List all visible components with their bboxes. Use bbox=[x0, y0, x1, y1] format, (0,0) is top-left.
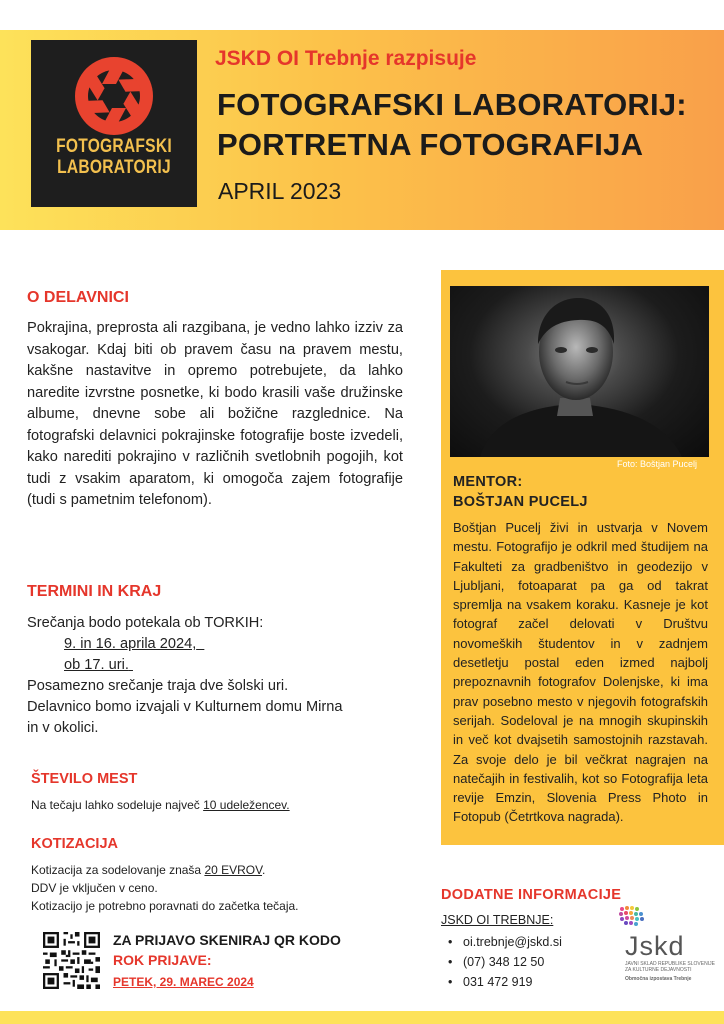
bottom-bar bbox=[0, 1011, 724, 1024]
contact-organization: JSKD OI TREBNJE: bbox=[441, 913, 554, 927]
jskd-wordmark: Jskd bbox=[625, 931, 685, 961]
mentor-name: BOŠTJAN PUCELJ bbox=[453, 494, 588, 510]
schedule-duration: Posamezno srečanje traja dve šolski uri. bbox=[27, 678, 289, 694]
organizer-heading: JSKD OI Trebnje razpisuje bbox=[215, 47, 477, 70]
jskd-subtitle: JAVNI SKLAD REPUBLIKE SLOVENIJE ZA KULTURNE DEJAVNOSTI bbox=[625, 961, 715, 973]
places-count: 10 udeležencev. bbox=[203, 798, 290, 812]
registration-qr-code[interactable] bbox=[43, 932, 100, 989]
deadline-date: PETEK, 29. MAREC 2024 bbox=[113, 975, 254, 989]
title-line-2: PORTRETNA FOTOGRAFIJA bbox=[217, 127, 644, 162]
portrait-silhouette bbox=[450, 286, 709, 457]
mentor-bio: Boštjan Pucelj živi in ustvarja v Novem mestu. Fotografijo je odkril med študijem na Fakulteti za gradbeništvo in geodezijo v Ljubljani, fotoaparat pa ga od takrat spremlja na vsakem koraku. Kasneje je kot fotograf začel delovati v Društvu novomeških študentov in v zadnjem desetletju postal eden izmed najbolj prepoznavnih fotografov Dolenjske, ki ima prav posebno mesto v njegovih fotografskih serijah. Sodeloval je na mnogih skupinskih in več kot dvajsetih samostojnih razstavah. Za svoje delo je bil večkrat nagrajen na natečajih in festivalih, kot so Fotografija leta revije Emzin, Slovenia Press Photo in Fotopub (Četrtkova nagrada). bbox=[453, 520, 708, 825]
mentor-heading bbox=[453, 472, 588, 512]
fee-heading: KOTIZACIJA bbox=[31, 836, 118, 852]
about-heading: O DELAVNICI bbox=[27, 289, 129, 306]
logo-line-1: FOTOGRAFSKI bbox=[56, 136, 172, 157]
schedule-heading: TERMINI IN KRAJ bbox=[27, 583, 162, 600]
event-date: APRIL 2023 bbox=[218, 178, 342, 204]
schedule-block bbox=[27, 613, 417, 739]
camera-aperture-icon bbox=[73, 55, 155, 137]
schedule-line: Srečanja bodo potekala ob TORKIH: bbox=[27, 615, 264, 631]
contact-email-link[interactable]: • oi.trebnje@jskd.si bbox=[448, 932, 562, 952]
jskd-logo bbox=[618, 905, 718, 1015]
contact-heading: DODATNE INFORMACIJE bbox=[441, 887, 622, 903]
places-text: Na tečaju lahko sodeluje največ 10 udeležencev. bbox=[31, 798, 290, 812]
mentor-panel bbox=[441, 270, 724, 845]
fee-vat: DDV je vključen v ceno. bbox=[31, 881, 158, 895]
contact-list bbox=[448, 932, 562, 992]
schedule-dates: 9. in 16. aprila 2024, bbox=[64, 636, 197, 652]
mentor-label: MENTOR: bbox=[453, 474, 523, 490]
jskd-dots-icon bbox=[618, 905, 648, 931]
logo-wordmark bbox=[46, 136, 182, 178]
places-heading: ŠTEVILO MEST bbox=[31, 771, 138, 787]
fee-payment: Kotizacijo je potrebno poravnati do začetka tečaja. bbox=[31, 899, 299, 913]
page-title bbox=[217, 85, 687, 165]
top-margin bbox=[0, 0, 724, 30]
contact-phone-1[interactable]: • (07) 348 12 50 bbox=[448, 952, 562, 972]
header-banner bbox=[0, 30, 724, 230]
logo-line-2: LABORATORIJ bbox=[57, 157, 171, 178]
fee-amount: 20 EVROV bbox=[204, 863, 263, 877]
fotografski-laboratorij-logo bbox=[31, 40, 197, 207]
contact-phone-2[interactable]: • 031 472 919 bbox=[448, 972, 562, 992]
about-text: Pokrajina, preprosta ali razgibana, je vedno lahko izziv za vsakogar. Kdaj biti ob pravem času na pravem mestu, kakšne nastavitve in opremo potrebujete, da lahko naredite izvrstne posnetke, ki bodo krasili vaše družinske albume, dnevne sobe ali božične razglednice. Na fotografski delavnici pokrajinske fotografije boste izvedeli, kako narediti pokrajino v različnih svetlobnih pogojih, kot tudi z vsakim aparatom, ki omogoča zajem fotografije (tudi s pametnim telefonom). bbox=[27, 320, 403, 508]
scan-qr-label: ZA PRIJAVO SKENIRAJ QR KODO bbox=[113, 932, 341, 948]
title-line-1: FOTOGRAFSKI LABORATORIJ: bbox=[217, 87, 687, 122]
schedule-location-2: in v okolici. bbox=[27, 720, 99, 736]
jskd-unit: Območna izpostava Trebnje bbox=[625, 976, 692, 982]
schedule-time: ob 17. uri. bbox=[64, 657, 129, 673]
photo-credit: Foto: Boštjan Pucelj bbox=[617, 459, 698, 469]
fee-text: Kotizacija za sodelovanje znaša 20 EVROV. DDV je vključen v ceno. Kotizacijo je potrebno poravnati do začetka tečaja. bbox=[31, 863, 299, 913]
deadline-label: ROK PRIJAVE: bbox=[113, 952, 212, 968]
mentor-portrait-photo bbox=[450, 286, 709, 457]
schedule-location: Delavnico bomo izvajali v Kulturnem domu Mirna bbox=[27, 699, 343, 715]
